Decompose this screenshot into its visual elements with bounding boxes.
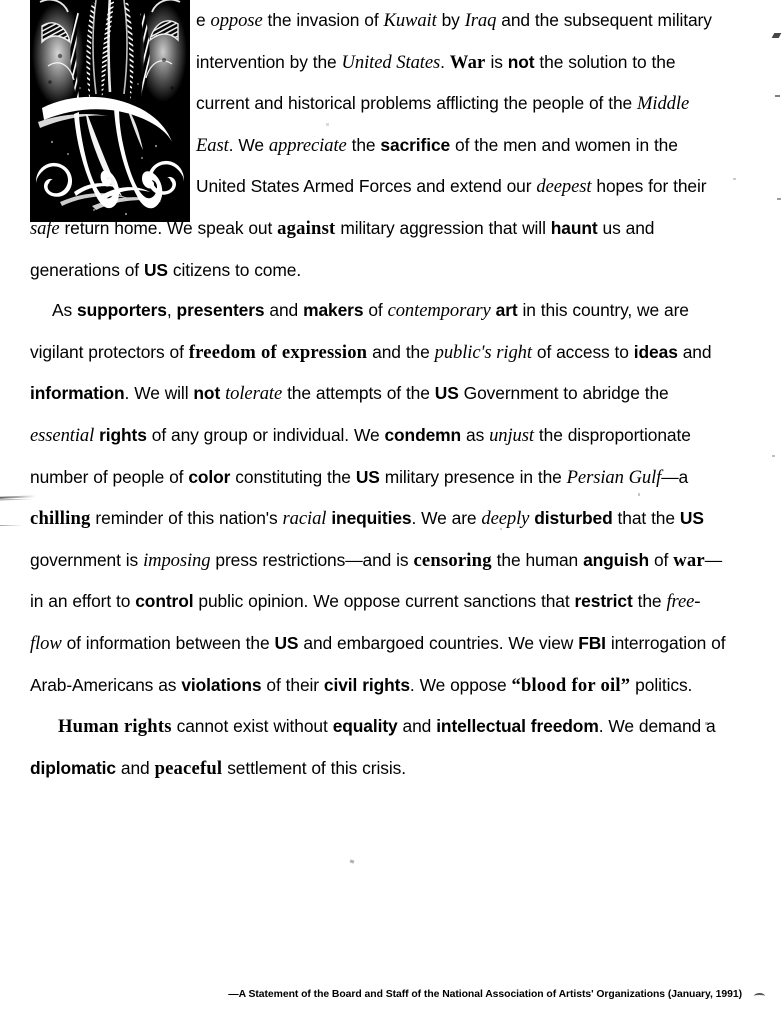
emphasis-bold-sans: intellectual freedom <box>436 716 599 737</box>
emphasis-bold-sans: rights <box>99 424 147 445</box>
paragraph-1: e oppose the invasion of Kuwait by Iraq and the subsequent military intervention by the United States. War is not the solution to the current and historical problems afflicting the people of the Middle East. We appreciate the sacrifice of the men and women in the United States Armed Forces and extend our deepest hopes for their safe return home. We speak out against military aggression that will haunt us and generations of US citizens to come. <box>30 10 712 280</box>
emphasis-bold-serif: War <box>449 51 486 73</box>
dropcap-text-wrap-spacer <box>30 0 196 196</box>
emphasis-italic-serif: deeply <box>481 508 530 530</box>
emphasis-bold-sans: violations <box>181 674 262 695</box>
paragraph-2: As supporters, presenters and makers of contemporary art in this country, we are vigilant protectors of freedom of expression and the public's right of access to ideas and information. We will not tolerate the attempts of the US Government to abridge the essential rights of any group or individual. We condemn as unjust the disproportionate number of people of color constituting the US military presence in the Persian Gulf—a chilling reminder of this nation's racial inequities. We are deeply disturbed that the US government is imposing press restrictions—and is censoring the human anguish of war—in an effort to control public opinion. We oppose current sanctions that restrict the free-flow of information between the US and embargoed countries. We view FBI interrogation of Arab-Americans as violations of their civil rights. We oppose “blood for oil” politics. <box>30 300 726 696</box>
emphasis-bold-sans: supporters <box>77 300 167 321</box>
attribution-line: —A Statement of the Board and Staff of the National Association of Artists' Organizations (January, 1991) <box>228 989 742 1000</box>
emphasis-italic-serif: tolerate <box>225 383 283 405</box>
emphasis-bold-sans: condemn <box>384 424 462 445</box>
emphasis-bold-sans: art <box>495 300 518 321</box>
emphasis-bold-sans: US <box>679 508 704 529</box>
emphasis-italic-serif: oppose <box>210 10 263 31</box>
emphasis-bold-sans: presenters <box>176 300 265 321</box>
emphasis-bold-sans: control <box>135 591 194 612</box>
emphasis-italic-serif: Persian Gulf <box>566 466 662 488</box>
emphasis-bold-serif: war <box>673 549 705 571</box>
scan-speckle <box>733 178 736 180</box>
emphasis-bold-sans: US <box>274 632 299 653</box>
emphasis-italic-serif: essential <box>30 424 95 446</box>
emphasis-italic-serif: unjust <box>489 424 534 446</box>
emphasis-italic-serif: public's right <box>434 341 532 363</box>
emphasis-italic-serif: free-flow <box>30 591 701 654</box>
scan-speckle <box>772 455 775 457</box>
emphasis-italic-serif: safe <box>30 217 60 239</box>
scan-crease-mark <box>0 525 22 526</box>
emphasis-bold-sans: equality <box>332 716 398 737</box>
emphasis-bold-sans: anguish <box>583 549 650 570</box>
emphasis-bold-sans: US <box>434 383 459 404</box>
statement-body <box>30 0 730 789</box>
emphasis-bold-sans: civil rights <box>323 674 410 695</box>
emphasis-italic-serif: Kuwait <box>383 10 437 31</box>
emphasis-italic-serif: Iraq <box>464 10 497 31</box>
emphasis-bold-sans: not <box>507 51 535 72</box>
emphasis-bold-sans: US <box>355 466 380 487</box>
paragraph-3: Human rights cannot exist without equality and intellectual freedom. We demand a diplomatic and peaceful settlement of this crisis. <box>30 716 716 779</box>
emphasis-bold-sans: inequities <box>331 508 412 529</box>
scan-speckle <box>772 33 782 38</box>
emphasis-bold-sans: FBI <box>578 632 606 653</box>
emphasis-italic-serif: United States <box>341 51 441 73</box>
emphasis-bold-serif: censoring <box>413 549 492 571</box>
emphasis-bold-sans: disturbed <box>534 508 613 529</box>
scan-crease-mark <box>0 499 33 501</box>
emphasis-bold-sans: haunt <box>550 217 598 238</box>
emphasis-bold-sans: not <box>193 383 221 404</box>
emphasis-italic-serif: racial <box>282 508 327 530</box>
scan-speckle <box>350 859 355 863</box>
emphasis-italic-serif: imposing <box>143 549 211 571</box>
emphasis-bold-sans: US <box>143 259 168 280</box>
scan-speckle <box>754 993 765 999</box>
emphasis-italic-serif: contemporary <box>387 300 491 322</box>
emphasis-bold-serif: “blood for oil” <box>511 674 631 696</box>
emphasis-bold-sans: diplomatic <box>30 757 116 778</box>
emphasis-bold-serif: against <box>277 217 336 239</box>
emphasis-bold-sans: makers <box>303 300 364 321</box>
emphasis-bold-sans: ideas <box>633 341 678 362</box>
emphasis-bold-sans: information <box>30 383 125 404</box>
emphasis-bold-sans: sacrifice <box>380 134 451 155</box>
emphasis-italic-serif: deepest <box>536 176 592 198</box>
emphasis-italic-serif: appreciate <box>268 134 347 156</box>
emphasis-bold-sans: restrict <box>574 591 633 612</box>
emphasis-bold-serif: chilling <box>30 508 91 530</box>
scan-speckle <box>777 198 781 200</box>
emphasis-bold-serif: Human rights <box>58 716 172 738</box>
emphasis-bold-serif: freedom of expression <box>188 341 368 363</box>
scan-speckle <box>775 95 780 97</box>
emphasis-bold-serif: peaceful <box>154 757 223 779</box>
emphasis-italic-serif: Middle East <box>196 93 690 156</box>
emphasis-bold-sans: color <box>188 466 231 487</box>
